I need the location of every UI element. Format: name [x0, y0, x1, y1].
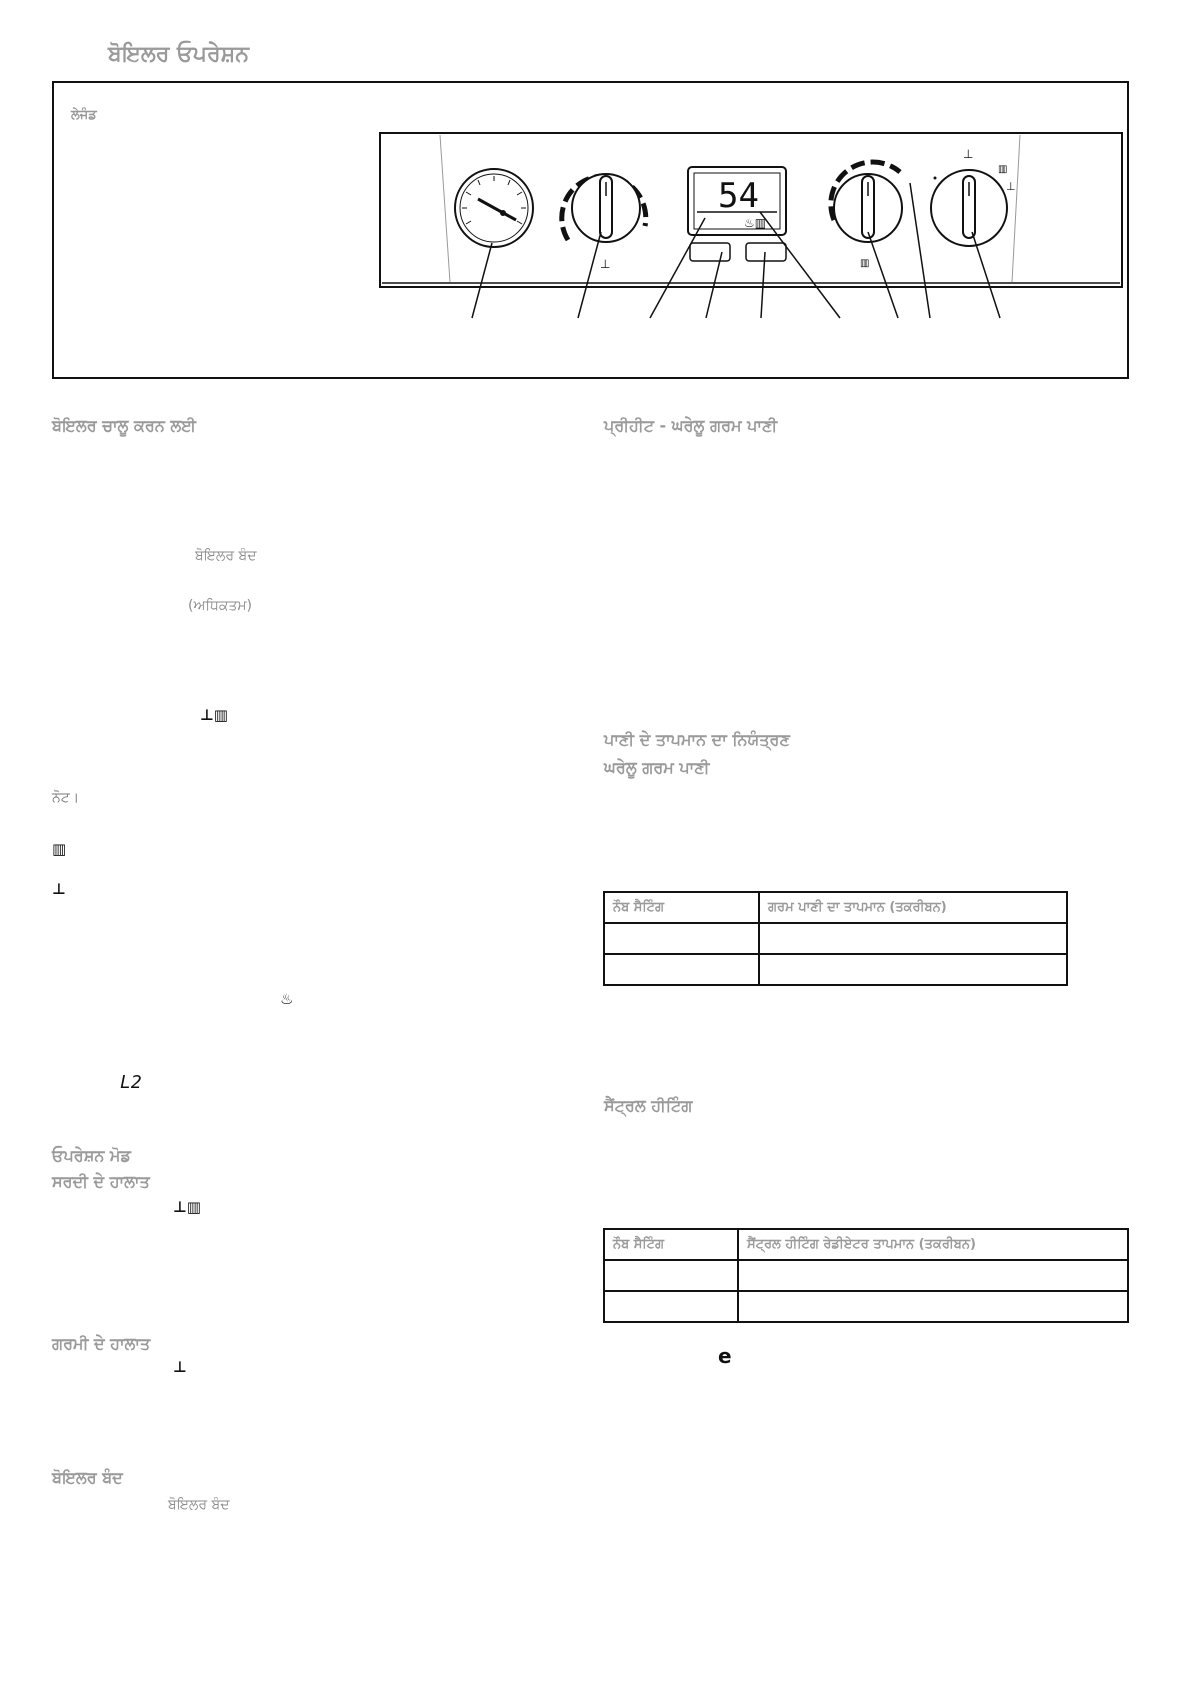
tap-icon: ⊥: [52, 880, 66, 898]
text-maximum: (ਅਧਿਕਤਮ): [188, 598, 253, 614]
table-row: [604, 1260, 738, 1291]
svg-text:⊥: ⊥: [963, 147, 974, 161]
heading-central-heating: ਸੈਂਟ੍ਰਲ ਹੀਟਿੰਗ: [604, 1096, 693, 1115]
hot-water-table: [603, 891, 1068, 986]
heading-domestic-hot-water: ਘਰੇਲੂ ਗਰਮ ਪਾਣੀ: [604, 758, 710, 777]
heading-operation-mode: ਓਪਰੇਸ਼ਨ ਮੋਡ: [52, 1146, 131, 1165]
central-heating-table: [603, 1228, 1129, 1323]
table-row: [604, 954, 759, 985]
text-boiler-off: ਬੋਇਲਰ ਬੰਦ: [195, 548, 257, 564]
heading-summer: ਗਰਮੀ ਦੇ ਹਾਲਾਤ: [52, 1334, 151, 1353]
radiator-icon: ▥: [52, 840, 67, 858]
table-row: [738, 1291, 1128, 1322]
svg-text:⊥: ⊥: [600, 257, 611, 271]
reset-button: [690, 243, 730, 261]
lcd-code: L2: [120, 1072, 142, 1093]
table-row: [759, 923, 1067, 954]
boiler-panel-illustration: [0, 0, 1192, 400]
table1-col1-header: ਨੌਬ ਸੈਟਿੰਗ: [604, 892, 759, 923]
pressure-gauge: [455, 169, 533, 247]
display-reading: 54: [718, 176, 759, 216]
svg-text:⊥: ⊥: [1006, 180, 1016, 193]
heading-turn-on: ਬੋਇਲਰ ਚਾਲੂ ਕਰਨ ਲਈ: [52, 416, 197, 435]
heading-winter: ਸਰਦੀ ਦੇ ਹਾਲਾਤ: [52, 1172, 150, 1191]
text-note: ਨੋਟ।: [52, 790, 80, 806]
tap-icon-2: ⊥: [173, 1358, 187, 1376]
heading-boiler-off: ਬੋਇਲਰ ਬੰਦ: [52, 1468, 123, 1487]
tap-radiator-icon: ⊥▥: [200, 706, 228, 724]
heading-water-temp: ਪਾਣੀ ਦੇ ਤਾਪਮਾਨ ਦਾ ਨਿਯੰਤ੍ਰਣ: [604, 730, 790, 749]
table-row: [604, 1291, 738, 1322]
display-mode-symbols: ♨▥: [744, 216, 767, 230]
table1-col2-header: ਗਰਮ ਪਾਣੀ ਦਾ ਤਾਪਮਾਨ (ਤਕਰੀਬਨ): [759, 892, 1067, 923]
table2-col1-header: ਨੌਬ ਸੈਟਿੰਗ: [604, 1229, 738, 1260]
page-title: ਬੋਇਲਰ ਓਪਰੇਸ਼ਨ: [108, 42, 250, 67]
flame-icon: ♨: [280, 990, 294, 1008]
stray-letter: e: [718, 1344, 732, 1368]
table-row: [738, 1260, 1128, 1291]
table2-col2-header: ਸੈਂਟ੍ਰਲ ਹੀਟਿੰਗ ਰੇਡੀਏਟਰ ਤਾਪਮਾਨ (ਤਕਰੀਬਨ): [738, 1229, 1128, 1260]
legend-label: ਲੇਜੰਡ: [71, 108, 97, 123]
table-row: [604, 923, 759, 954]
svg-text:▥: ▥: [998, 164, 1008, 175]
svg-text:▥: ▥: [860, 258, 870, 269]
text-boiler-off-2: ਬੋਇਲਰ ਬੰਦ: [168, 1497, 230, 1513]
heading-preheat: ਪ੍ਰੀਹੀਟ - ਘਰੇਲੂ ਗਰਮ ਪਾਣੀ: [604, 416, 778, 435]
table-row: [759, 954, 1067, 985]
tap-radiator-icon-2: ⊥▥: [173, 1198, 201, 1216]
info-button: [746, 243, 786, 261]
